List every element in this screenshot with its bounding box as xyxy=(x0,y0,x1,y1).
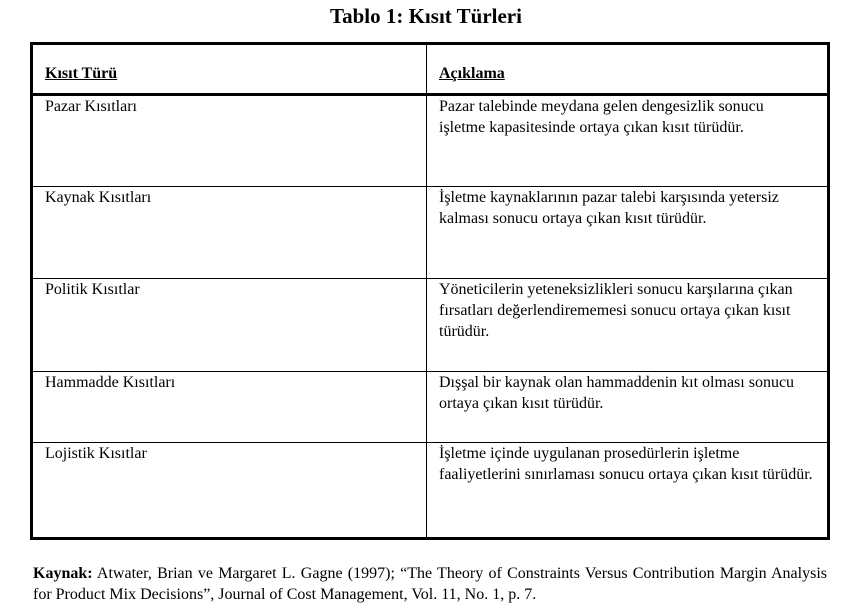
constraint-type-cell: Politik Kısıtlar xyxy=(32,279,427,372)
constraint-description-cell: İşletme içinde uygulanan prosedürlerin işletme faaliyetlerini sınırlaması sonucu ortaya çıkan kısıt türüdür. xyxy=(427,443,829,539)
table-title: Tablo 1: Kısıt Türleri xyxy=(330,4,522,28)
source-text: Atwater, Brian ve Margaret L. Gagne (1997); “The Theory of Constraints Versus Contribution Margin Analysis for Product Mix Decisions”, Journal of Cost Management, Vol. 11, No. 1, p. 7. xyxy=(33,565,827,603)
constraint-type-cell: Hammadde Kısıtları xyxy=(32,372,427,443)
source-label: Kaynak: xyxy=(33,565,93,582)
constraint-type-cell: Kaynak Kısıtları xyxy=(32,187,427,279)
table-row xyxy=(32,443,829,539)
table-row xyxy=(32,95,829,187)
header-description: Açıklama xyxy=(427,44,829,95)
constraint-type-cell: Pazar Kısıtları xyxy=(32,95,427,187)
table-row xyxy=(32,187,829,279)
constraint-description-cell: İşletme kaynaklarının pazar talebi karşısında yetersiz kalması sonucu ortaya çıkan kısıt türüdür. xyxy=(427,187,829,279)
table-row xyxy=(32,372,829,443)
constraint-description-cell: Yöneticilerin yeteneksizlikleri sonucu karşılarına çıkan fırsatları değerlendirememesi sonucu ortaya çıkan kısıt türüdür. xyxy=(427,279,829,372)
constraint-description-cell: Dışşal bir kaynak olan hammaddenin kıt olması sonucu ortaya çıkan kısıt türüdür. xyxy=(427,372,829,443)
constraint-types-table xyxy=(30,42,830,540)
table-row xyxy=(32,279,829,372)
source-citation xyxy=(33,563,827,605)
constraint-type-cell: Lojistik Kısıtlar xyxy=(32,443,427,539)
table-header-row xyxy=(32,44,829,95)
constraint-description-cell: Pazar talebinde meydana gelen dengesizlik sonucu işletme kapasitesinde ortaya çıkan kısıt türüdür. xyxy=(427,95,829,187)
header-constraint-type: Kısıt Türü xyxy=(32,44,427,95)
